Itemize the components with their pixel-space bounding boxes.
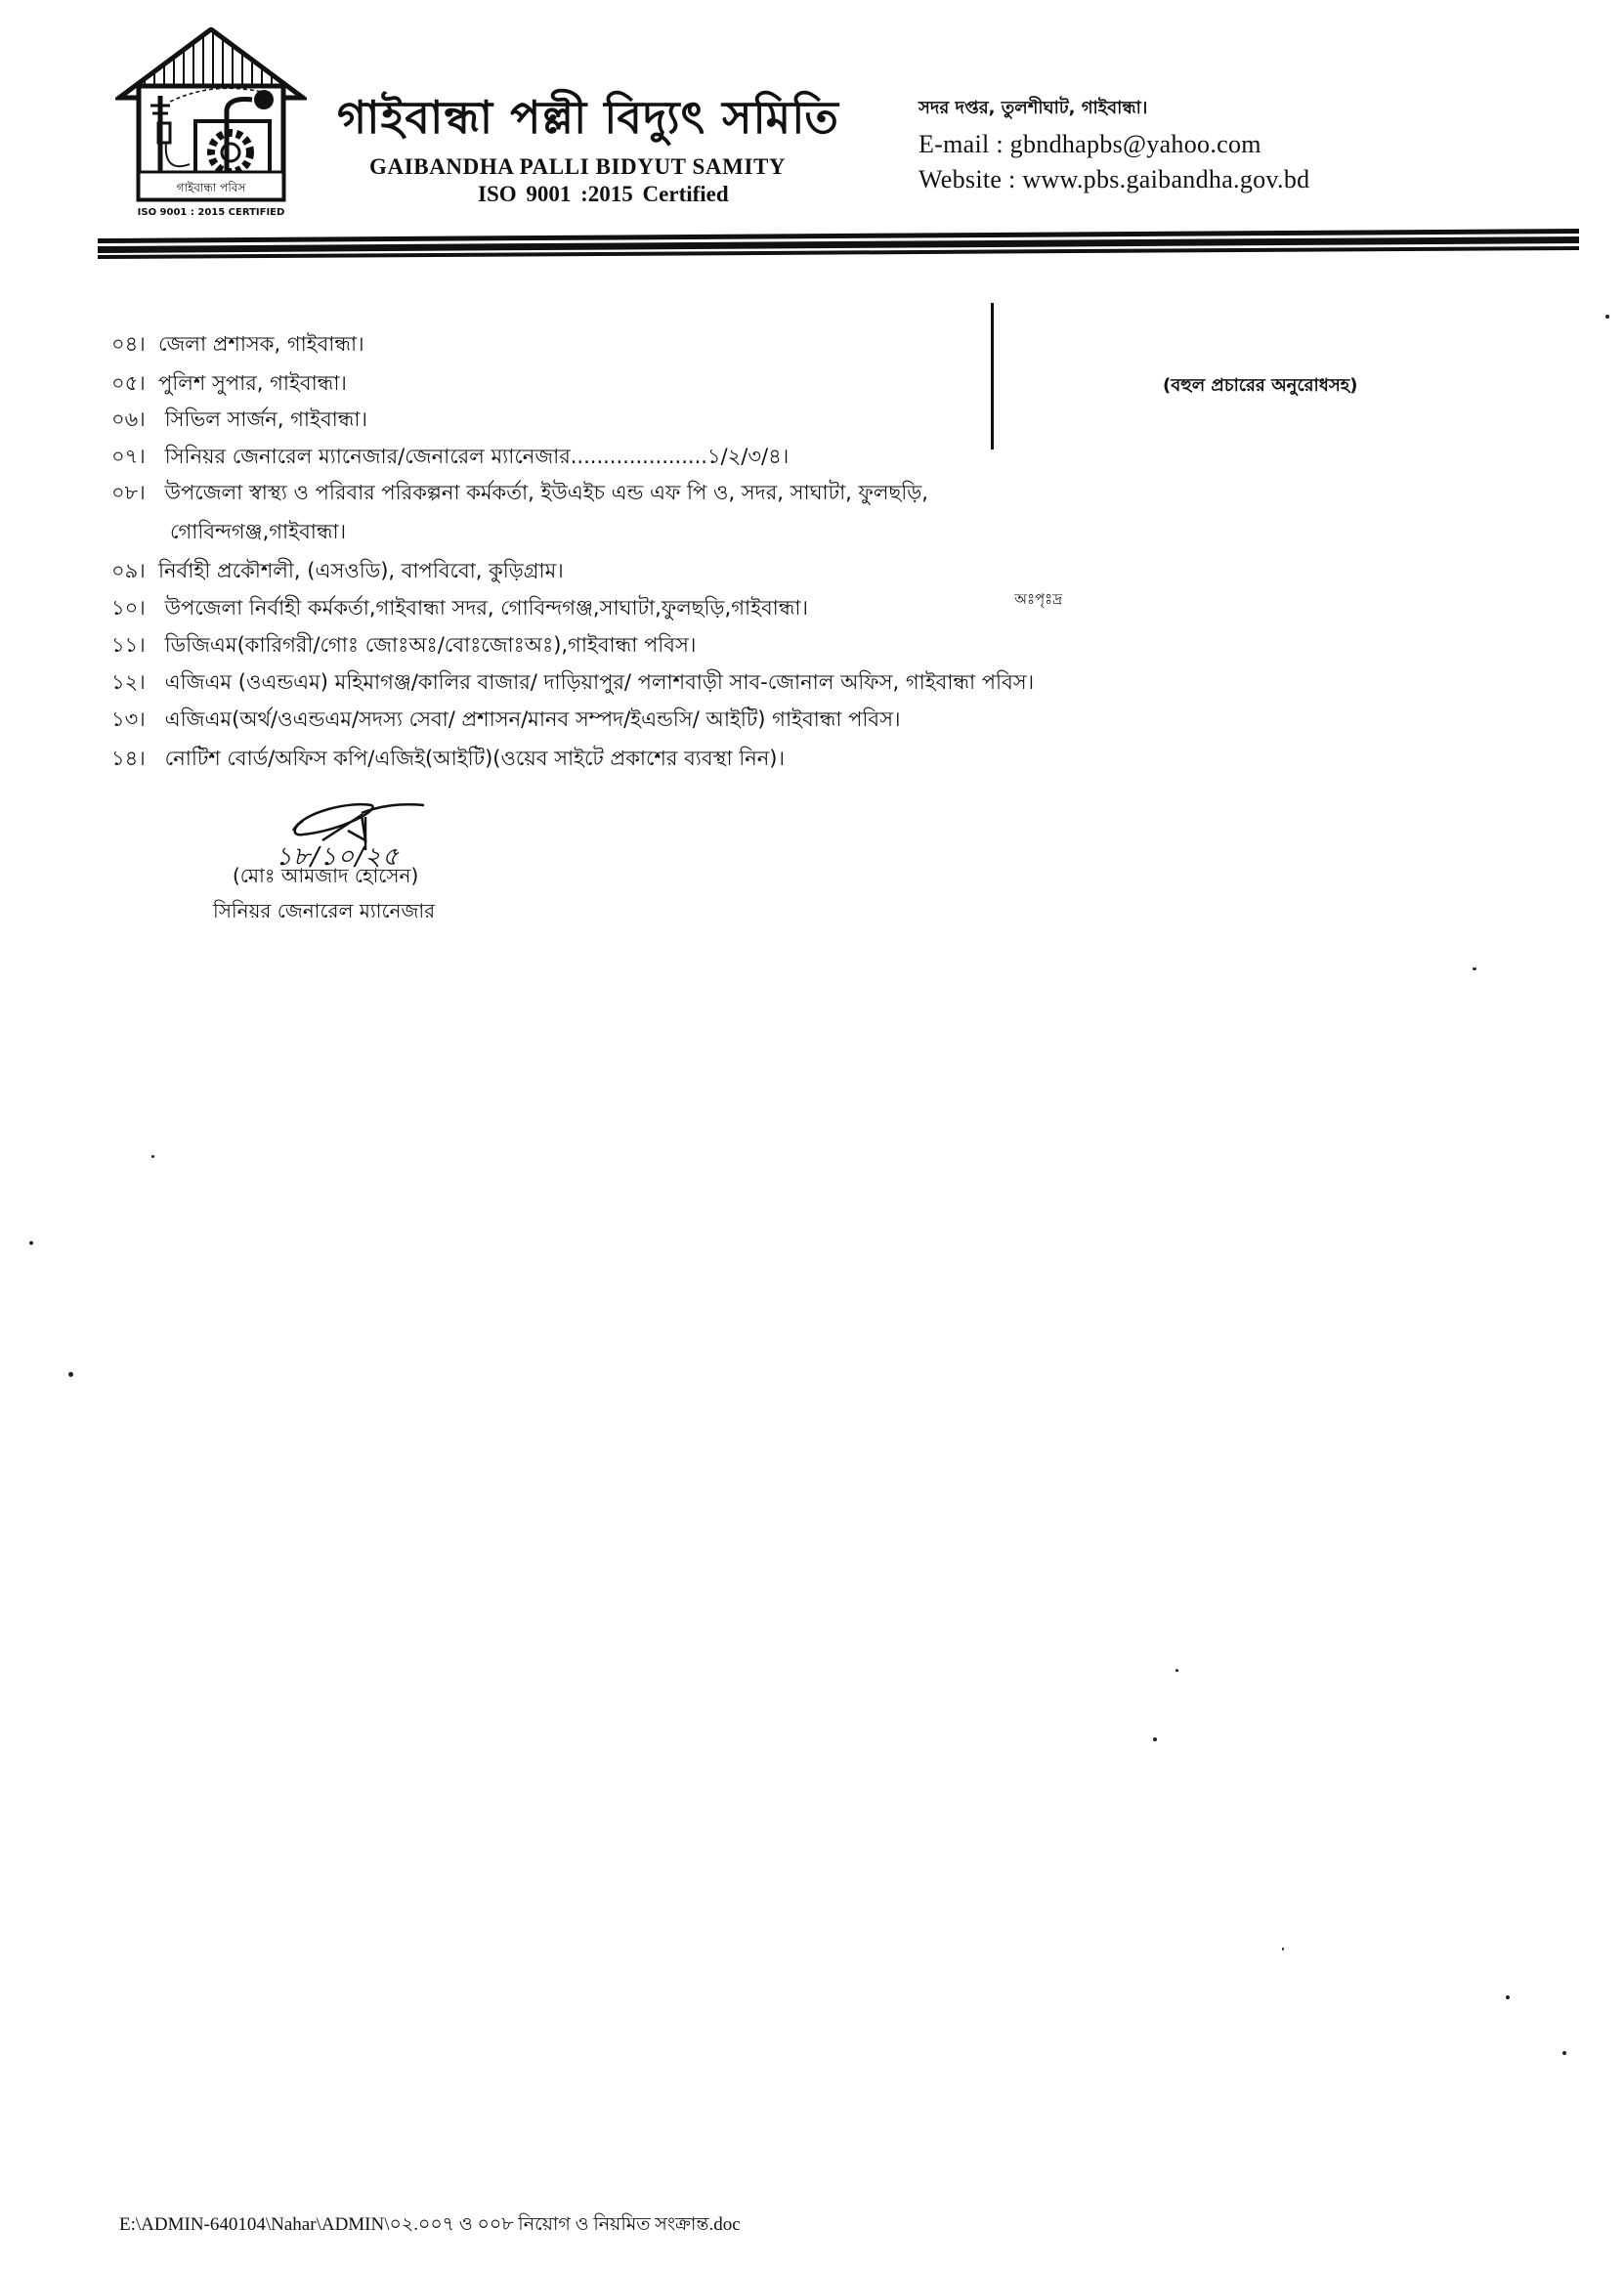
scan-speck — [1506, 1995, 1510, 1999]
header-divider-rules — [98, 227, 1579, 260]
list-item: ০৭। সিনিয়র জেনারেল ম্যানেজার/জেনারেল ম্যানেজার.....................১/২/৩/৪। — [111, 445, 790, 468]
signatory-designation: সিনিয়র জেনারেল ম্যানেজার — [213, 899, 436, 922]
bracket-bar — [991, 303, 994, 450]
list-item: ০৬। সিভিল সার্জন, গাইবান্ধা। — [111, 407, 367, 431]
list-item: ০৪। জেলা প্রশাসক, গাইবান্ধা। — [111, 332, 364, 356]
signatory-name: (মোঃ আমজাদ হোসেন) — [233, 864, 419, 887]
list-item: ০৫। পুলিশ সুপার, গাইবান্ধা। — [111, 371, 347, 395]
organization-name-bengali: গাইবান্ধা পল্লী বিদ্যুৎ সমিতি — [337, 91, 839, 144]
document-file-path: E:\ADMIN-640104\Nahar\ADMIN\০২.০০৭ ও ০০৮ নিয়োগ ও নিয়মিত সংক্রান্ত.doc — [119, 2214, 741, 2235]
scan-speck — [1282, 1948, 1284, 1950]
scan-speck — [151, 1155, 154, 1158]
list-item: ১০। উপজেলা নির্বাহী কর্মকর্তা,গাইবান্ধা সদর, গোবিন্দগঞ্জ,সাঘাটা,ফুলছড়ি,গাইবান্ধা। — [111, 596, 808, 620]
list-item: ১৪। নোটিশ বোর্ড/অফিস কপি/এজিই(আইটি)(ওয়েব সাইটে প্রকাশের ব্যবস্থা নিন)। — [111, 747, 785, 770]
list-item: ১৩। এজিএম(অর্থ/ওএন্ডএম/সদস্য সেবা/ প্রশাসন/মানব সম্পদ/ইএন্ডসি/ আইটি) গাইবান্ধা পবিস। — [111, 707, 901, 731]
scan-speck — [68, 1372, 73, 1377]
list-item: ১২। এজিএম (ওএন্ডএম) মহিমাগঞ্জ/কালির বাজার/ দাড়িয়াপুর/ পলাশবাড়ী সাব-জোনাল অফিস, গাইবান্ধা পবিস। — [111, 670, 1035, 694]
scan-speck — [29, 1241, 33, 1245]
list-item-continuation: গোবিন্দগঞ্জ,গাইবান্ধা। — [170, 520, 347, 543]
logo-cert-label: ISO 9001 : 2015 CERTIFIED — [137, 207, 285, 218]
list-item: ১১। ডিজিএম(কারিগরী/গোঃ জোঃঅঃ/বোঃজোঃঅঃ),গাইবান্ধা পবিস। — [111, 633, 697, 657]
iso-certification: ISO 9001 :2015 Certified — [478, 182, 729, 206]
website-link[interactable]: Website : www.pbs.gaibandha.gov.bd — [919, 165, 1310, 193]
signature-date: ১৮/১০/২৫ — [276, 842, 400, 872]
head-office-address: সদর দপ্তর, তুলশীঘাট, গাইবান্ধা। — [919, 98, 1148, 118]
organization-logo — [115, 27, 307, 219]
scan-speck — [1562, 2051, 1566, 2055]
scan-speck — [1153, 1737, 1157, 1741]
email-link[interactable]: E-mail : gbndhapbs@yahoo.com — [919, 130, 1261, 158]
organization-name-english: GAIBANDHA PALLI BIDYUT SAMITY — [369, 154, 787, 179]
list-item: ০৯। নির্বাহী প্রকৌশলী, (এসওডি), বাপবিবো, কুড়িগ্রাম। — [111, 559, 564, 582]
scan-speck — [1605, 315, 1609, 319]
house-logo-icon — [115, 27, 307, 219]
logo-inner-label: গাইবান্ধা পবিস — [176, 181, 246, 194]
contact-block — [919, 94, 1309, 194]
continued-overleaf-note: অঃপৃঃদ্র — [1014, 590, 1063, 608]
list-item: ০৮। উপজেলা স্বাস্থ্য ও পরিবার পরিকল্পনা কর্মকর্তা, ইউএইচ এন্ড এফ পি ও, সদর, সাঘাটা, ফুলছড়ি, — [111, 481, 928, 504]
scan-speck — [1473, 967, 1476, 970]
circulation-request-note: (বহুল প্রচারের অনুরোধসহ) — [1163, 375, 1358, 396]
scan-speck — [1175, 1669, 1178, 1672]
